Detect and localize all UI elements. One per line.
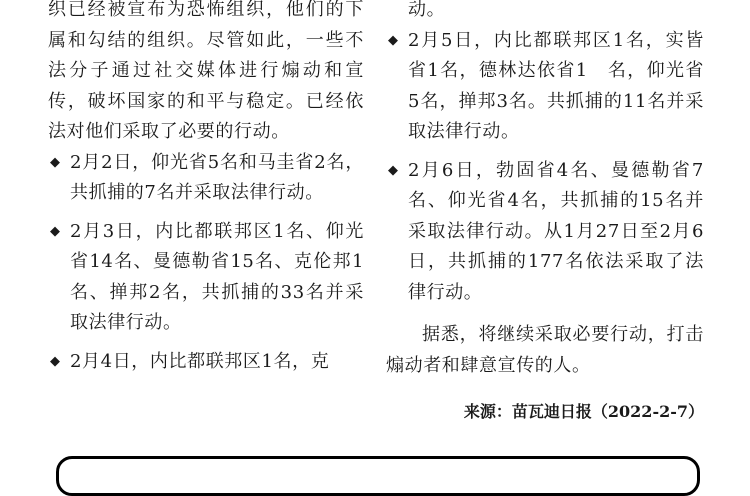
bullet-icon: ◆: [50, 154, 61, 170]
bullet-icon: ◆: [50, 353, 61, 369]
list-item-text: 2月2日，仰光省5名和马圭省2名，共抓捕的7名并采取法律行动。: [70, 151, 364, 203]
bullet-icon: ◆: [388, 32, 399, 48]
list-item-text: 2月4日，内比都联邦区1名，克: [70, 350, 330, 372]
list-item-text: 2月5日，内比都联邦区1名，实皆省1名，德林达依省1 名，仰光省5名，掸邦3名。共抓捕的11名并采取法律行动。: [408, 29, 704, 142]
bottom-panel-border: [56, 456, 700, 496]
source-citation: 来源：苗瓦迪日报（2022-2-7）: [463, 402, 704, 421]
list-item: [386, 26, 704, 148]
left-column: [48, 0, 364, 377]
intro-paragraph: 织已经被宣布为恐怖组织，他们的下属和勾结的组织。尽管如此，一些不法分子通过社交媒体进行煽动和宣传，破坏国家的和平与稳定。已经依法对他们采取了必要的行动。: [48, 0, 364, 142]
bullet-icon: ◆: [388, 162, 399, 178]
continued-text: 动。: [408, 0, 446, 20]
list-item-text: 2月6日，勃固省4名、曼德勒省7名、仰光省4名，共抓捕的15名并采取法律行动。从1月27日至2月6日，共抓捕的177名依法采取了法律行动。: [408, 159, 704, 303]
list-item: [386, 156, 704, 309]
list-item: [48, 347, 364, 378]
closing-paragraph: 据悉，将继续采取必要行动，打击煽动者和肆意宣传的人。: [386, 324, 704, 376]
list-item: [48, 148, 364, 209]
right-column: [386, 0, 704, 381]
list-item-text: 2月3日，内比都联邦区1名、仰光省14名、曼德勒省15名、克伦邦1名、掸邦2名，共抓捕的33名并采取法律行动。: [70, 220, 364, 333]
bullet-icon: ◆: [50, 223, 61, 239]
right-bullet-list: [386, 26, 704, 309]
list-item: [48, 217, 364, 339]
left-bullet-list: [48, 148, 364, 378]
